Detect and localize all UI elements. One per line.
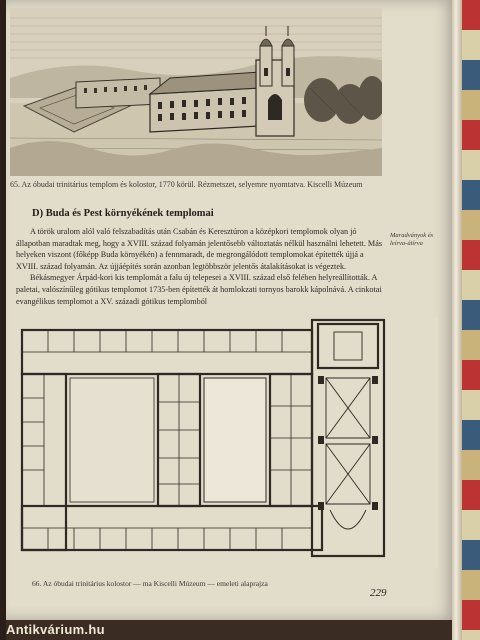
page-number: 229 [370, 587, 387, 599]
engraving-drawing [10, 8, 382, 176]
book-page [6, 0, 458, 620]
watermark: Antikvárium.hu [6, 622, 105, 637]
paragraph: Békásmegyer Árpád-kori kis templomát a falu új telepesei a XVIII. század első felében helyreállították. A paletai, valószínűleg gótikus templomot 1735-ben építették át homlokzati tornyos barokk kápolnává. A cinkotai evangélikus templomot a XV. századi gótikus templomból [16, 273, 382, 306]
illustration-caption: 65. Az óbudai trinitárius templom és kolostor, 1770 körül. Rézmetszet, selyemre nyomtatva. Kiscelli Múzeum [10, 180, 363, 189]
body-text [16, 226, 386, 307]
monastery-engraving-image [10, 8, 382, 176]
paragraph: A török uralom alól való felszabadítás után Csabán és Keresztúron a középkori templomok olyan jó állapotban maradtak meg, hogy a XVIII. század folyamán jelentősebb változtatás nélkül használni lehetett. Más helyeken viszont (főképp Buda környékén) a fennmaradt, de megrongálódott templomokat építették újjá a XVIII. század folyamán. Az újjáépítés során azonban legtöbbször jelentős átalakításokat is végeztek. [16, 227, 383, 271]
page-edge [452, 0, 462, 640]
section-heading: D) Buda és Pest környékének templomai [32, 208, 214, 219]
book-stack-background [462, 0, 480, 640]
floor-plan-image [18, 318, 438, 568]
margin-note: Maradványok és leírva-átírva [390, 232, 434, 247]
plan-caption: 66. Az óbudai trinitárius kolostor — ma Kiscelli Múzeum — emeleti alaprajza [32, 579, 268, 588]
floor-plan-drawing [18, 318, 438, 568]
